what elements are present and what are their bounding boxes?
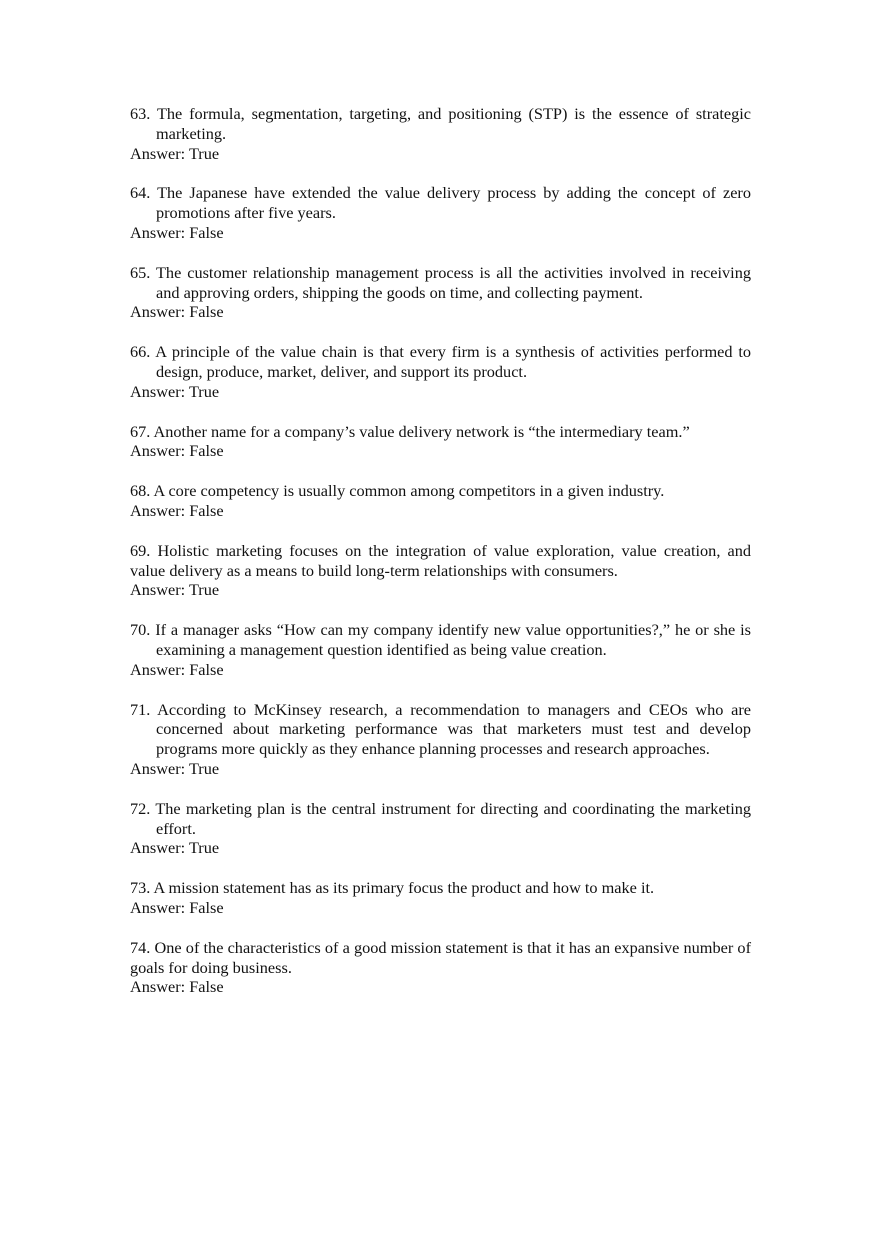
answer-text: Answer: False <box>130 302 224 322</box>
answer-text: Answer: True <box>130 580 220 600</box>
question-70 <box>130 620 751 679</box>
question-text: 67. Another name for a company’s value delivery network is “the intermediary team.” <box>130 421 690 441</box>
question-68 <box>130 481 751 521</box>
question-text: 68. A core competency is usually common among competitors in a given industry. <box>130 481 665 501</box>
answer-text: Answer: True <box>130 758 220 778</box>
answer-text: Answer: True <box>130 838 220 858</box>
answer-text: Answer: False <box>130 441 224 461</box>
question-72 <box>130 799 751 858</box>
question-74 <box>130 938 751 997</box>
question-text: 69. Holistic marketing focuses on the integration of value exploration, value creation, and value delivery as a means to build long-term relationships with consumers. <box>130 540 751 580</box>
answer-text: Answer: False <box>130 977 224 997</box>
answer-text: Answer: True <box>130 381 220 401</box>
question-66 <box>130 342 751 401</box>
answer-text: Answer: False <box>130 500 224 520</box>
question-text: 63. The formula, segmentation, targeting, and positioning (STP) is the essence of strategic marketing. <box>130 104 751 143</box>
question-text: 64. The Japanese have extended the value delivery process by adding the concept of zero promotions after five years. <box>130 183 751 223</box>
question-73 <box>130 878 751 918</box>
question-text: 72. The marketing plan is the central instrument for directing and coordinating the marketing effort. <box>130 798 751 838</box>
answer-text: Answer: True <box>130 143 220 163</box>
question-71 <box>130 700 751 779</box>
question-text: 70. If a manager asks “How can my company identify new value opportunities?,” he or she is examining a management question identified as being value creation. <box>130 620 751 659</box>
question-text: 73. A mission statement has as its primary focus the product and how to make it. <box>130 878 655 898</box>
question-text: 71. According to McKinsey research, a recommendation to managers and CEOs who are concerned about marketing performance was that marketers must test and develop programs more quickly as they enhance planning processes and research approaches. <box>130 699 751 759</box>
question-63 <box>130 104 751 163</box>
question-69 <box>130 541 751 600</box>
question-67 <box>130 422 751 462</box>
answer-text: Answer: False <box>130 222 224 242</box>
document-page <box>130 104 751 1017</box>
answer-text: Answer: False <box>130 897 224 917</box>
question-text: 66. A principle of the value chain is that every firm is a synthesis of activities performed to design, produce, market, deliver, and support its product. <box>130 342 751 381</box>
question-text: 74. One of the characteristics of a good mission statement is that it has an expansive number of goals for doing business. <box>130 937 751 977</box>
answer-text: Answer: False <box>130 659 224 679</box>
question-65 <box>130 263 751 322</box>
question-64 <box>130 183 751 242</box>
question-text: 65. The customer relationship management process is all the activities involved in receiving and approving orders, shipping the goods on time, and collecting payment. <box>130 262 751 302</box>
